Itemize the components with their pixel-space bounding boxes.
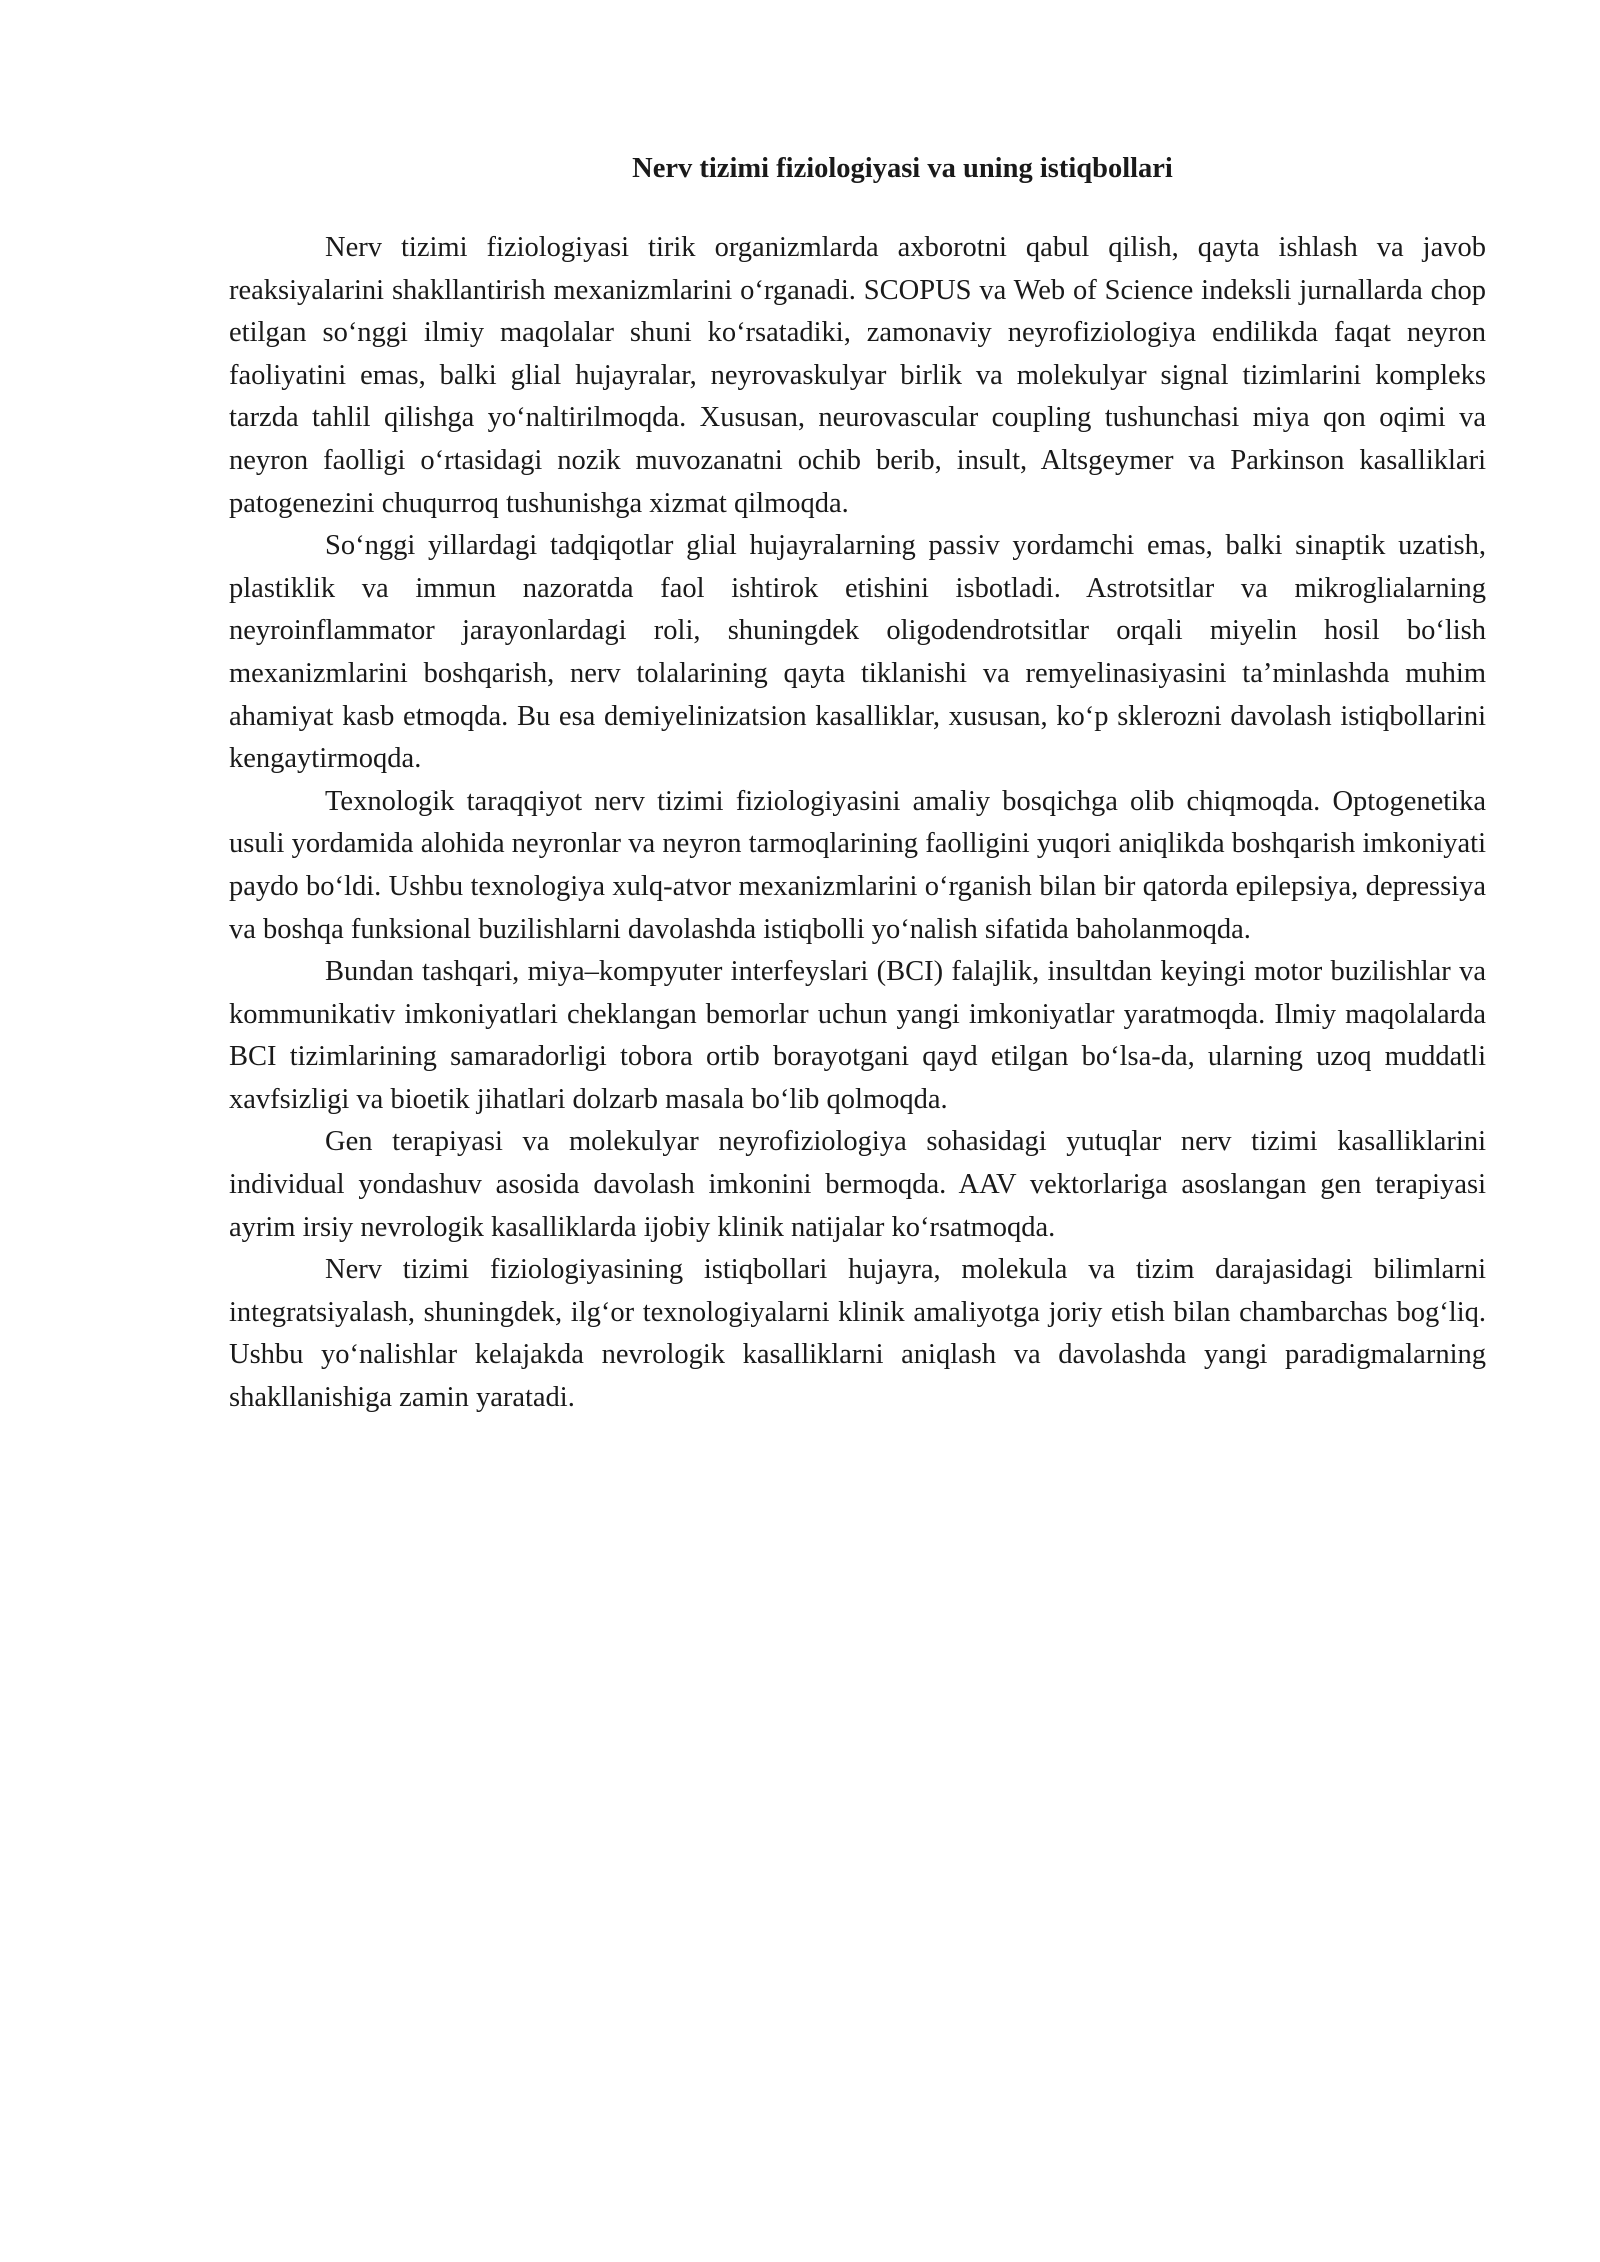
paragraph-1: Nerv tizimi fiziologiyasi tirik organizmlarda axborotni qabul qilish, qayta ishlash va javob reaksiyalarini shakllantirish mexanizmlarini o‘rganadi. SCOPUS va Web of Science indeksli jurnallarda chop etilgan so‘nggi ilmiy maqolalar shuni ko‘rsatadiki, zamonaviy neyrofiziologiya endilikda faqat neyron faoliyatini emas, balki glial hujayralar, neyrovaskulyar birlik va molekulyar signal tizimlarini kompleks tarzda tahlil qilishga yo‘naltirilmoqda. Xususan, neurovascular coupling tushunchasi miya qon oqimi va neyron faolligi o‘rtasidagi nozik muvozanatni ochib berib, insult, Altsgeymer va Parkinson kasalliklari patogenezini chuqurroq tushunishga xizmat qilmoqda. <box>229 232 1486 519</box>
paragraph-4: Bundan tashqari, miya–kompyuter interfeyslari (BCI) falajlik, insultdan keyingi motor buzilishlar va kommunikativ imkoniyatlari cheklangan bemorlar uchun yangi imkoniyatlar yaratmoqda. Ilmiy maqolalarda BCI tizimlarining samaradorligi tobora ortib borayotgani qayd etilgan bo‘lsa-da, ularning uzoq muddatli xavfsizligi va bioetik jihatlari dolzarb masala bo‘lib qolmoqda. <box>229 956 1486 1115</box>
paragraph-2: So‘nggi yillardagi tadqiqotlar glial hujayralarning passiv yordamchi emas, balki sinaptik uzatish, plastiklik va immun nazoratda faol ishtirok etishini isbotladi. Astrotsitlar va mikroglialarning neyroinflammator jarayonlardagi roli, shuningdek oligodendrotsitlar orqali miyelin hosil bo‘lish mexanizmlarini boshqarish, nerv tolalarining qayta tiklanishi va remyelinasiyasini ta’minlashda muhim ahamiyat kasb etmoqda. Bu esa demiyelinizatsion kasalliklar, xususan, ko‘p sklerozni davolash istiqbollarini kengaytirmoqda. <box>229 530 1486 775</box>
document-title: Nerv tizimi fiziologiyasi va uning istiqbollari <box>632 153 1173 184</box>
document-body <box>229 148 1486 1420</box>
paragraph-5: Gen terapiyasi va molekulyar neyrofiziologiya sohasidagi yutuqlar nerv tizimi kasalliklarini individual yondashuv asosida davolash imkonini bermoqda. AAV vektorlariga asoslangan gen terapiyasi ayrim irsiy nevrologik kasalliklarda ijobiy klinik natijalar ko‘rsatmoqda. <box>229 1126 1486 1243</box>
paragraph-3: Texnologik taraqqiyot nerv tizimi fiziologiyasini amaliy bosqichga olib chiqmoqda. Optogenetika usuli yordamida alohida neyronlar va neyron tarmoqlarining faolligini yuqori aniqlikda boshqarish imkoniyati paydo bo‘ldi. Ushbu texnologiya xulq-atvor mexanizmlarini o‘rganish bilan bir qatorda epilepsiya, depressiya va boshqa funksional buzilishlarni davolashda istiqbolli yo‘nalish sifatida baholanmoqda. <box>229 785 1486 945</box>
paragraph-6: Nerv tizimi fiziologiyasining istiqbollari hujayra, molekula va tizim darajasidagi bilimlarni integratsiyalash, shuningdek, ilg‘or texnologiyalarni klinik amaliyotga joriy etish bilan chambarchas bog‘liq. Ushbu yo‘nalishlar kelajakda nevrologik kasalliklarni aniqlash va davolashda yangi paradigmalarning shakllanishiga zamin yaratadi. <box>229 1254 1486 1414</box>
